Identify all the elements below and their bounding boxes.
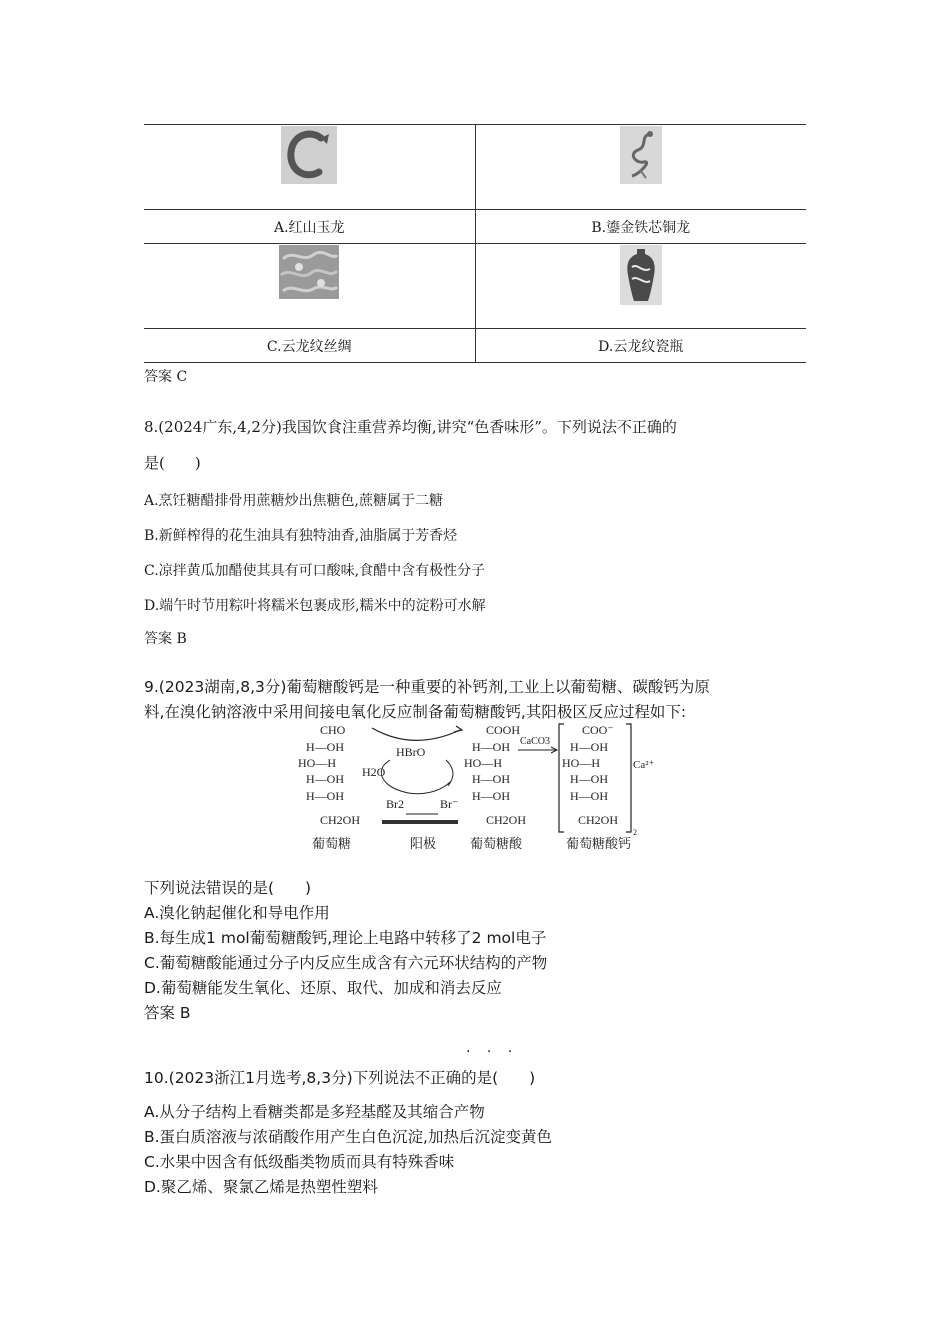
jade-dragon-image xyxy=(281,126,337,188)
glucose-bottom-group: CH2OH xyxy=(320,813,361,827)
q8-stem-line2: 是( ) xyxy=(144,454,201,472)
gluconic-label: 葡萄糖酸 xyxy=(470,836,523,851)
table-cell-b-label: B.鎏金铁芯铜龙 xyxy=(475,210,806,244)
calcium-row-1: H—OH xyxy=(570,740,608,754)
gluconic-bottom-group: CH2OH xyxy=(486,813,527,827)
gluconic-acid-structure xyxy=(464,723,526,851)
gluconic-row-4: H—OH xyxy=(472,789,510,803)
q10-option-a: A.从分子结构上看糖类都是多羟基醛及其缩合产物 xyxy=(144,1103,485,1121)
glucose-row-3: H—OH xyxy=(306,772,344,786)
q8-option-a: A.烹饪糖醋排骨用蔗糖炒出焦糖色,蔗糖属于二糖 xyxy=(144,493,444,509)
q10-option-b: B.蛋白质溶液与浓硝酸作用产生白色沉淀,加热后沉淀变黄色 xyxy=(144,1128,552,1146)
q10-option-c: C.水果中因含有低级酯类物质而具有特殊香味 xyxy=(144,1153,455,1171)
q9-stem-line2: 料,在溴化钠溶液中采用间接电氧化反应制备葡萄糖酸钙,其阳极区反应过程如下: xyxy=(144,703,687,721)
q9-answer: 答案 B xyxy=(144,1004,191,1022)
emphasis-dots: · · · xyxy=(466,1044,519,1060)
q9-option-c: C.葡萄糖酸能通过分子内反应生成含有六元环状结构的产物 xyxy=(144,954,548,972)
glucose-structure xyxy=(298,723,360,851)
table-cell-c-label: C.云龙纹丝绸 xyxy=(266,338,352,355)
table-cell-b-image xyxy=(475,125,806,210)
q8-stem-line1: 8.(2024广东,4,2分)我国饮食注重营养均衡,讲究“色香味形”。下列说法不正确的 xyxy=(144,418,677,436)
q8-option-d: D.端午时节用粽叶将糯米包裹成形,糯米中的淀粉可水解 xyxy=(144,598,486,614)
br2-label: Br2 xyxy=(386,797,404,811)
q9-option-a: A.溴化钠起催化和导电作用 xyxy=(144,904,330,922)
calcium-row-3: H—OH xyxy=(570,772,608,786)
q10-stem: 10.(2023浙江1月选考,8,3分)下列说法不正确的是( ) xyxy=(144,1069,536,1087)
q8-option-b: B.新鲜榨得的花生油具有独特油香,油脂属于芳香烃 xyxy=(144,528,458,544)
calcium-gluconate-structure xyxy=(559,723,655,851)
q9-question: 下列说法错误的是( ) xyxy=(144,879,312,897)
glucose-top-group: CHO xyxy=(320,723,346,737)
glucose-row-2: HO—H xyxy=(298,756,336,770)
q9-stem-line1: 9.(2023湖南,8,3分)葡萄糖酸钙是一种重要的补钙剂,工业上以葡萄糖、碳酸钙为原 xyxy=(144,678,710,696)
table-cell-d-image xyxy=(475,244,806,329)
q9-option-b: B.每生成1 mol葡萄糖酸钙,理论上电路中转移了2 mol电子 xyxy=(144,929,547,947)
table-cell-c-image xyxy=(144,244,475,329)
calcium-subscript: 2 xyxy=(633,828,637,837)
calcium-label: 葡萄糖酸钙 xyxy=(566,836,632,851)
calcium-row-4: H—OH xyxy=(570,789,608,803)
anode-label: 阳极 xyxy=(410,836,437,851)
artifact-table xyxy=(144,124,806,363)
gluconic-row-3: H—OH xyxy=(472,772,510,786)
glucose-row-1: H—OH xyxy=(306,740,344,754)
table-cell-a-image xyxy=(144,125,475,210)
calcium-ion: Ca²⁺ xyxy=(633,759,655,771)
anode-cycle xyxy=(362,726,462,851)
q8-answer: 答案 B xyxy=(144,631,187,647)
reagent-label: CaCO3 xyxy=(520,736,550,747)
q7-answer: 答案 C xyxy=(144,369,188,385)
h2o-label: H2O xyxy=(362,765,386,779)
q8-option-c: C.凉拌黄瓜加醋使其具有可口酸味,食醋中含有极性分子 xyxy=(144,563,486,579)
calcium-top-group: COO⁻ xyxy=(582,723,614,737)
gluconic-row-2: HO—H xyxy=(464,756,502,770)
table-cell-d-label: D.云龙纹瓷瓶 xyxy=(475,329,806,363)
hbro-label: HBrO xyxy=(396,745,426,759)
glucose-row-4: H—OH xyxy=(306,789,344,803)
br-minus-label: Br⁻ xyxy=(440,797,459,811)
glucose-label: 葡萄糖 xyxy=(312,836,352,851)
anode-electrode xyxy=(382,820,458,824)
q10-option-d: D.聚乙烯、聚氯乙烯是热塑性塑料 xyxy=(144,1178,378,1196)
gluconic-row-1: H—OH xyxy=(472,740,510,754)
calcium-row-2: HO—H xyxy=(562,756,600,770)
gilt-bronze-dragon-image xyxy=(620,126,662,188)
cloud-dragon-vase-image xyxy=(620,245,662,309)
reaction-scheme xyxy=(290,720,660,858)
caco3-arrow xyxy=(518,736,557,753)
table-cell-a-label: A.红山玉龙 xyxy=(273,219,345,236)
cloud-dragon-silk-image xyxy=(279,245,339,303)
gluconic-top-group: COOH xyxy=(486,723,521,737)
q9-option-d: D.葡萄糖能发生氧化、还原、取代、加成和消去反应 xyxy=(144,979,502,997)
calcium-bottom-group: CH2OH xyxy=(578,813,619,827)
